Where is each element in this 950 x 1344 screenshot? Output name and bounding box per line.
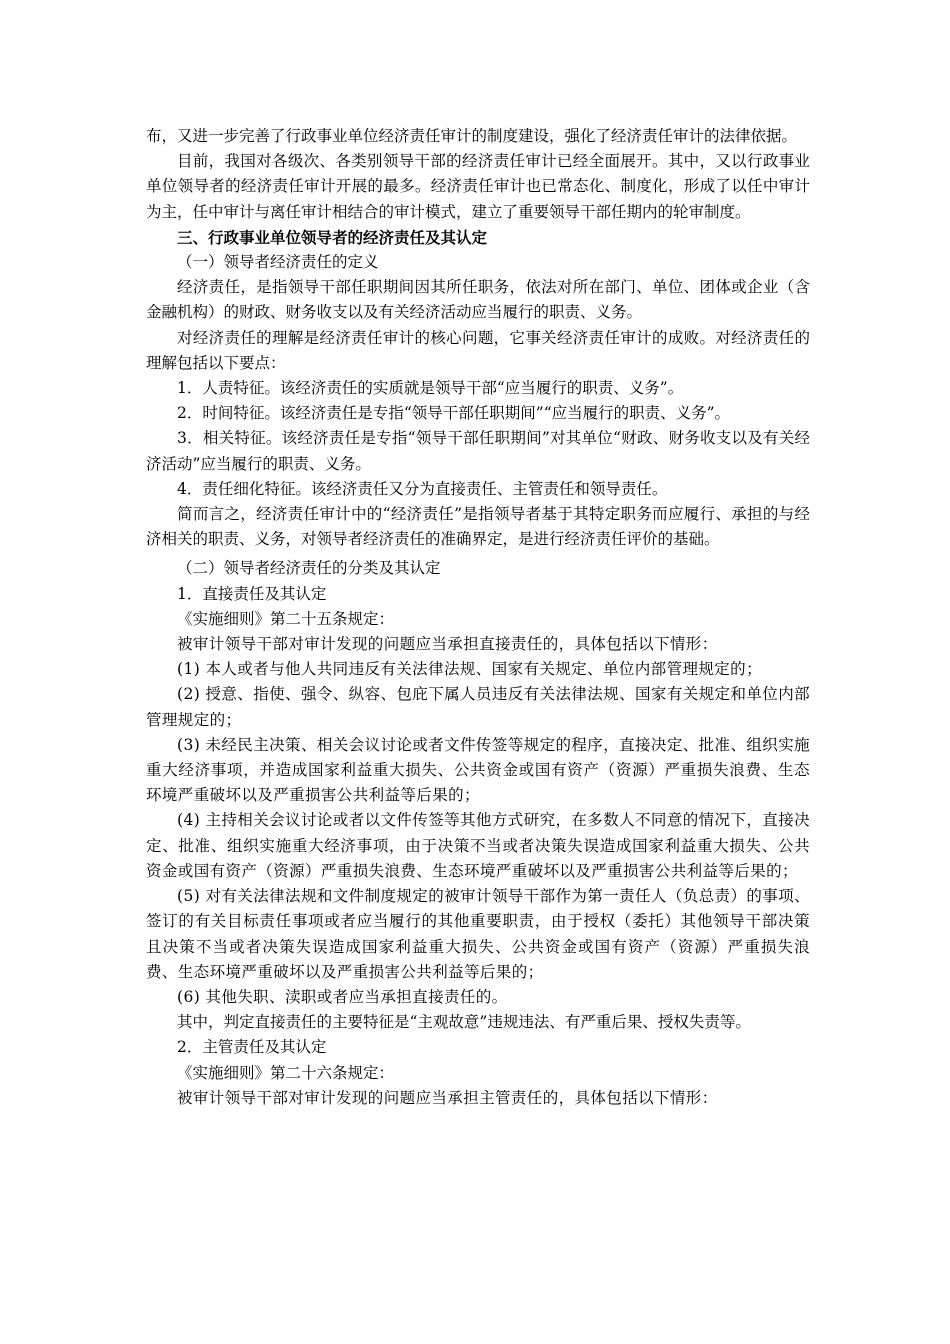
quote-supervisory-intro: 被审计领导干部对审计发现的问题应当承担主管责任的，具体包括以下情形： xyxy=(177,1088,718,1107)
list-item-1: 1．人责特征。该经济责任的实质就是领导干部“应当履行的职责、义务”。 xyxy=(177,379,684,398)
paragraph-current-status: 目前，我国对各级次、各类别领导干部的经济责任审计已经全面展开。其中，又以行政事业单位领导者的经济责任审计开展的最多。经济责任审计也已常态化、制度化，形成了以任中审计为主，任中审计与离任审计相结合的审计模式，建立了重要领导干部任期内的轮审制度。 xyxy=(146,152,810,221)
quote-item-2: (2) 授意、指使、强令、纵容、包庇下属人员违反有关法律法规、国家有关规定和单位内部管理规定的； xyxy=(146,685,810,729)
heading-supervisory-responsibility: 2．主管责任及其认定 xyxy=(177,1038,327,1057)
paragraph-summary: 简而言之，经济责任审计中的“经济责任”是指领导者基于其特定职务而应履行、承担的与经济相关的职责、义务，对领导者经济责任的准确界定，是进行经济责任评价的基础。 xyxy=(146,505,810,549)
rule-article-25: 《实施细则》第二十五条规定： xyxy=(177,609,395,628)
quote-item-6: (6) 其他失职、渎职或者应当承担直接责任的。 xyxy=(177,987,508,1006)
paragraph-definition: 经济责任，是指领导干部任职期间因其所任职务，依法对所在部门、单位、团体或企业（含金融机构）的财政、财务收支以及有关经济活动应当履行的职责、义务。 xyxy=(146,278,810,322)
subsection-heading-definition: （一）领导者经济责任的定义 xyxy=(177,253,379,272)
quote-direct-intro: 被审计领导干部对审计发现的问题应当承担直接责任的，具体包括以下情形： xyxy=(177,635,718,654)
section-heading-3: 三、行政事业单位领导者的经济责任及其认定 xyxy=(177,227,488,247)
quote-item-4: (4) 主持相关会议讨论或者以文件传签等其他方式研究，在多数人不同意的情况下，直接决定、批准、组织实施重大经济事项，由于决策不当或者决策失误造成国家利益重大损失、公共资金或国有资产（资源）严重损失浪费、生态环境严重破坏以及严重损害公共利益等后果的； xyxy=(146,811,810,880)
list-item-3: 3．相关特征。该经济责任是专指“领导干部任职期间”对其单位“财政、财务收支以及有关经济活动”应当履行的职责、义务。 xyxy=(146,429,810,473)
rule-article-26: 《实施细则》第二十六条规定： xyxy=(177,1063,395,1082)
list-item-2: 2．时间特征。该经济责任是专指“领导干部任职期间”“应当履行的职责、义务”。 xyxy=(177,404,731,423)
list-item-4: 4．责任细化特征。该经济责任又分为直接责任、主管责任和领导责任。 xyxy=(177,479,668,498)
heading-direct-responsibility: 1．直接责任及其认定 xyxy=(177,584,327,603)
paragraph-understanding: 对经济责任的理解是经济责任审计的核心问题，它事关经济责任审计的成败。对经济责任的理解包括以下要点： xyxy=(146,328,810,372)
quote-item-1: (1) 本人或者与他人共同违反有关法律法规、国家有关规定、单位内部管理规定的； xyxy=(177,660,762,679)
quote-item-3: (3) 未经民主决策、相关会议讨论或者文件传签等规定的程序，直接决定、批准、组织实施重大经济事项，并造成国家利益重大损失、公共资金或国有资产（资源）严重损失浪费、生态环境严重破坏以及严重损害公共利益等后果的； xyxy=(146,735,810,805)
paragraph-continuation: 布，又进一步完善了行政事业单位经济责任审计的制度建设，强化了经济责任审计的法律依据。 xyxy=(146,127,798,145)
paragraph-direct-features: 其中，判定直接责任的主要特征是“主观故意”违规违法、有严重后果、授权失责等。 xyxy=(177,1013,751,1032)
quote-item-5: (5) 对有关法律法规和文件制度规定的被审计领导干部作为第一责任人（负总责）的事项、签订的有关目标责任事项或者应当履行的其他重要职责，由于授权（委托）其他领导干部决策且决策不当或者决策失误造成国家利益重大损失、公共资金或国有资产（资源）严重损失浪费、生态环境严重破坏以及严重损害公共利益等后果的； xyxy=(146,887,810,981)
document-page xyxy=(146,124,810,1111)
subsection-heading-classification: （二）领导者经济责任的分类及其认定 xyxy=(177,559,441,578)
